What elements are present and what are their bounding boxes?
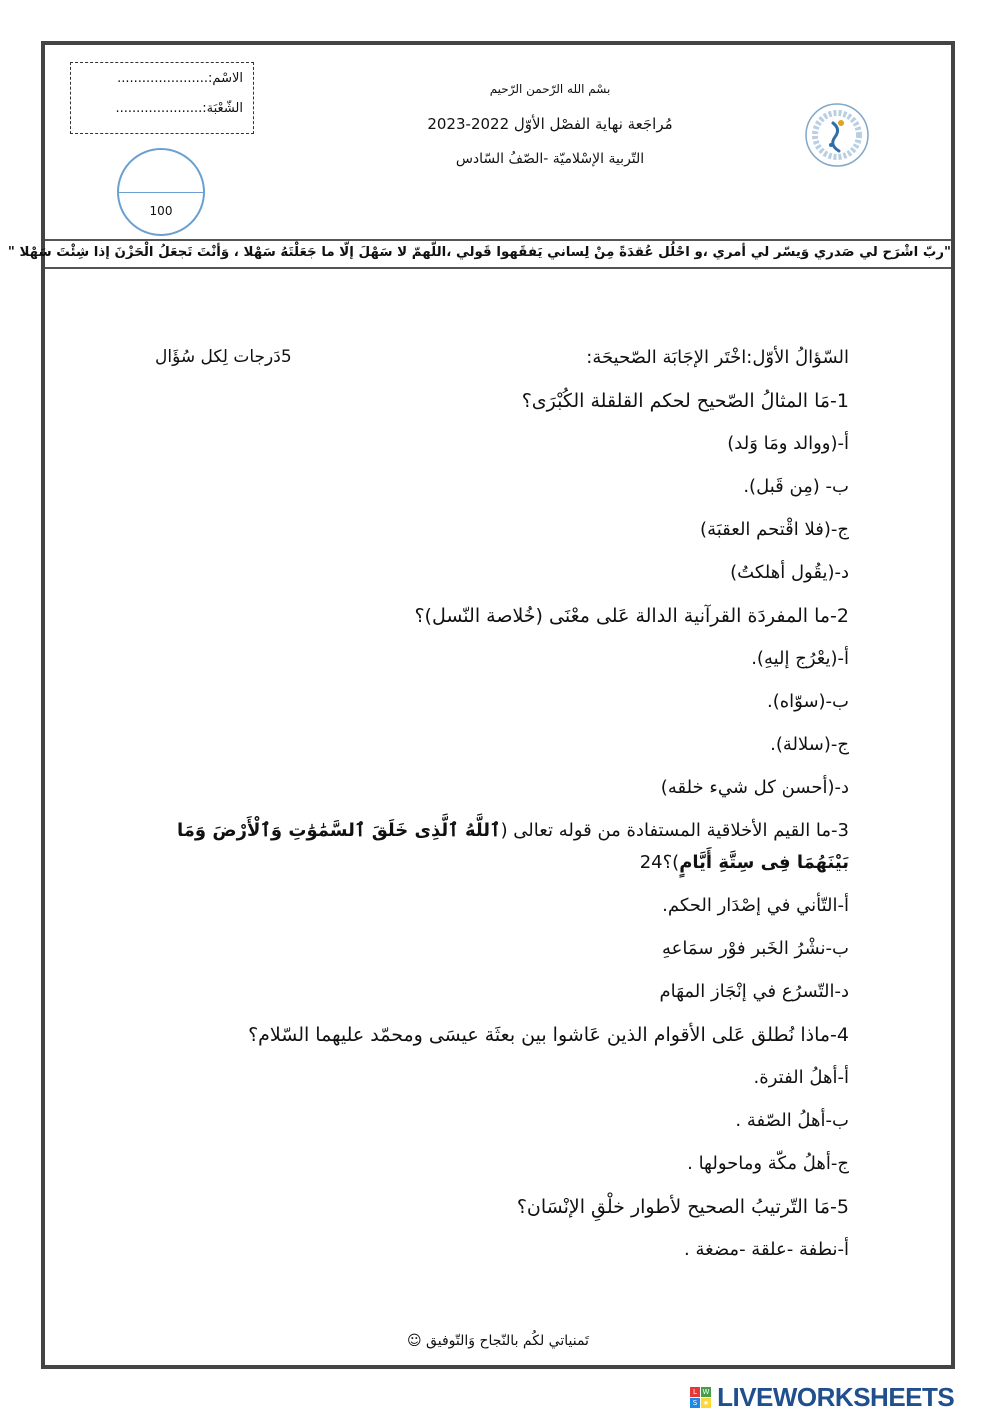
exam-title: مُراجَعة نهاية الفصْل الأوّل 2022-2023 bbox=[427, 115, 673, 133]
basmala: بسْم الله الرّحمن الرّحيم bbox=[489, 82, 611, 96]
q4-option-c[interactable]: ج-أهلُ مكّة وماحولها . bbox=[687, 1153, 849, 1174]
student-name-field[interactable]: الاسْم:...................... bbox=[117, 71, 243, 86]
logo-cube-1: L bbox=[690, 1387, 700, 1397]
footer-wishes: تَمنياتي لكُم بالنّجاح وَالتّوفيق ☺ bbox=[407, 1333, 589, 1349]
q4-option-b[interactable]: ب-أهلُ الصّفة . bbox=[735, 1110, 849, 1131]
logo-cube-2: W bbox=[702, 1387, 710, 1396]
logo-cube-4: ★ bbox=[702, 1398, 710, 1407]
q3-option-a[interactable]: أ-التّأني في إصْدَار الحكم. bbox=[662, 895, 849, 916]
q1-option-c[interactable]: ج-(فلا اقْتحم العقبَة) bbox=[700, 519, 849, 540]
worksheet-header bbox=[45, 45, 951, 241]
q5-option-a[interactable]: أ-نطفة -علقة -مضغة . bbox=[684, 1239, 849, 1260]
q3-option-d[interactable]: د-التّسرُع في إنْجَاز المهَام bbox=[659, 981, 849, 1002]
q4-option-a[interactable]: أ-أهلُ الفترة. bbox=[753, 1067, 849, 1088]
section-title: السّؤالُ الأوّل:اخْتَر الإجَابَة الصّحيحَة: bbox=[586, 347, 849, 368]
question-3 bbox=[159, 815, 849, 879]
q2-option-d[interactable]: د-(أحسن كل شيء خلقه) bbox=[660, 777, 849, 798]
student-info-box bbox=[70, 62, 254, 134]
q2-option-c[interactable]: ج-(سلالة). bbox=[770, 734, 849, 755]
q1-option-b[interactable]: ب- (مِن قَبل). bbox=[743, 476, 849, 497]
opening-prayer: "ربّ اشْرَح لي صَدري وَيسّر لي أمري ،و احْلُل عُقدَةً مِنْ لِساني يَفقَهوا قَولي ،اللّهمّ لا سَهْلَ إلّا ما جَعَلْتَهُ سَهْلا ، وَأنْتَ تَجعَلُ الْحَزْنَ إذا شِئْتَ سَهْلا " bbox=[45, 241, 951, 269]
grade-divider bbox=[119, 192, 203, 193]
question-4: 4-ماذا نُطلق عَلى الأقوام الذين عَاشوا بين بعثَة عيسَى ومحمّد عليهما السّلام؟ bbox=[248, 1024, 849, 1046]
student-section-field[interactable]: الشّعْبَة:..................... bbox=[115, 101, 243, 116]
q1-option-d[interactable]: د-(يقُول أهلكتُ) bbox=[730, 562, 849, 583]
exam-title-block bbox=[385, 81, 715, 168]
question-1: 1-مَا المثالُ الصّحيح لحكم القلقلة الكُبْرَى؟ bbox=[521, 390, 849, 412]
liveworksheets-wordmark: LIVEWORKSHEETS bbox=[717, 1382, 955, 1412]
worksheet-page bbox=[7, 41, 955, 1369]
q3-quran-verse: ٱللَّهُ ٱلَّذِى خَلَقَ ٱلسَّمَٰوَٰتِ وَٱلْأَرْضَ وَمَا بَيْنَهُمَا فِى سِتَّةِ أَيَّامٍ bbox=[177, 820, 849, 873]
q2-option-b[interactable]: ب-(سوّاه). bbox=[766, 691, 849, 712]
school-emblem-icon bbox=[803, 101, 871, 169]
subject-title: التّربية الإسْلاميّة -الصّفُ السّادس bbox=[455, 151, 645, 167]
liveworksheets-brand bbox=[690, 1382, 954, 1410]
marks-per-question: 5دَرجات لِكل سُؤَال bbox=[155, 347, 292, 367]
liveworksheets-logo-icon bbox=[690, 1387, 712, 1409]
q2-option-a[interactable]: أ-(يعْرُج إليهِ). bbox=[751, 648, 849, 669]
logo-cube-3: S bbox=[690, 1398, 700, 1408]
grade-circle bbox=[117, 148, 205, 236]
q3-text-before: 3-ما القيم الأخلاقية المستفادة من قوله تعالى ( bbox=[500, 820, 849, 841]
q1-option-a[interactable]: أ-(ووالد ومَا وَلد) bbox=[727, 433, 849, 454]
question-2: 2-ما المفردَة القرآنية الدالة عَلى معْنَى (خُلاصة النّسل)؟ bbox=[414, 605, 849, 627]
grade-total: 100 bbox=[149, 204, 173, 218]
q3-text-after: )؟24 bbox=[639, 852, 680, 873]
question-5: 5-مَا التّرتيبُ الصحيح لأطوار خلْقِ الإنْسَان؟ bbox=[516, 1196, 849, 1218]
q3-option-b[interactable]: ب-نشْرُ الخَبر فوْر سمَاعهِ bbox=[661, 938, 849, 959]
